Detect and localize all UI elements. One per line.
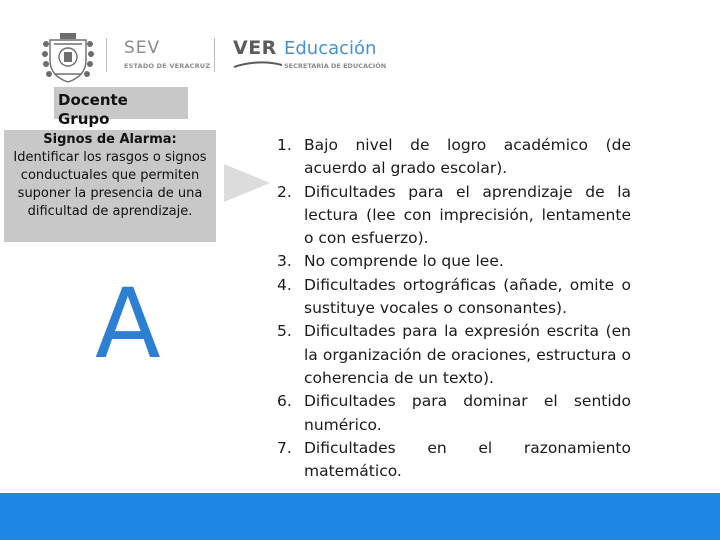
- list-item-number: 5.: [277, 322, 292, 341]
- list-item: [277, 181, 631, 251]
- list-item-text: Dificultades ortográficas (añade, omite o sustituye vocales o consonantes).: [304, 275, 631, 318]
- list-item-text: No comprende lo que lee.: [304, 252, 504, 271]
- swoosh-icon: [232, 58, 284, 70]
- list-item-text: Dificultades para dominar el sentido numérico.: [304, 392, 631, 434]
- list-item: [277, 437, 631, 484]
- list-item-text: Dificultades en el razonamiento matemático.: [304, 438, 631, 481]
- footer-bar: [0, 493, 720, 540]
- list-item-number: 1.: [277, 136, 292, 154]
- header-divider: [214, 38, 215, 72]
- list-item-number: 2.: [277, 182, 292, 201]
- veracruz-seal-icon: [40, 30, 96, 86]
- triangle-right-icon: [222, 160, 272, 206]
- header: [0, 0, 720, 90]
- list-item-number: 4.: [277, 275, 292, 294]
- list-item: [277, 320, 631, 390]
- sev-subtitle: ESTADO DE VERACRUZ: [124, 62, 211, 70]
- big-letter: A: [95, 268, 161, 380]
- list-item-number: 7.: [277, 438, 292, 457]
- list-item: [277, 390, 631, 437]
- education-brand: Educación: [284, 38, 377, 59]
- list-item-text: Dificultades para la expresión escrita (en la organización de oraciones, estructura o coherencia de un texto).: [304, 322, 631, 387]
- docente-label: Docente: [58, 91, 128, 109]
- list-item: [277, 134, 631, 181]
- list-item-text: Dificultades para el aprendizaje de la lectura (lee con imprecisión, lentamente o con esfuerzo).: [304, 182, 631, 248]
- list-item: [277, 274, 631, 321]
- list-item-number: 6.: [277, 392, 292, 411]
- alarm-signs-list: [277, 134, 631, 483]
- list-item-text: Bajo nivel de logro académico (de acuerdo al grado escolar).: [304, 136, 631, 178]
- ver-brand: VER: [233, 37, 277, 59]
- grupo-label: Grupo: [58, 110, 110, 128]
- alarm-heading: Signos de Alarma:: [43, 132, 177, 147]
- list-item-number: 3.: [277, 252, 292, 271]
- alarm-description: Identificar los rasgos o signos conductuales que permiten suponer la presencia de una dificultad de aprendizaje.: [13, 150, 207, 219]
- list-item: [277, 250, 631, 273]
- education-subtitle: SECRETARÍA DE EDUCACIÓN: [284, 62, 387, 70]
- alarm-block: [4, 131, 216, 221]
- header-divider: [106, 38, 107, 72]
- sev-title: SEV: [124, 38, 161, 58]
